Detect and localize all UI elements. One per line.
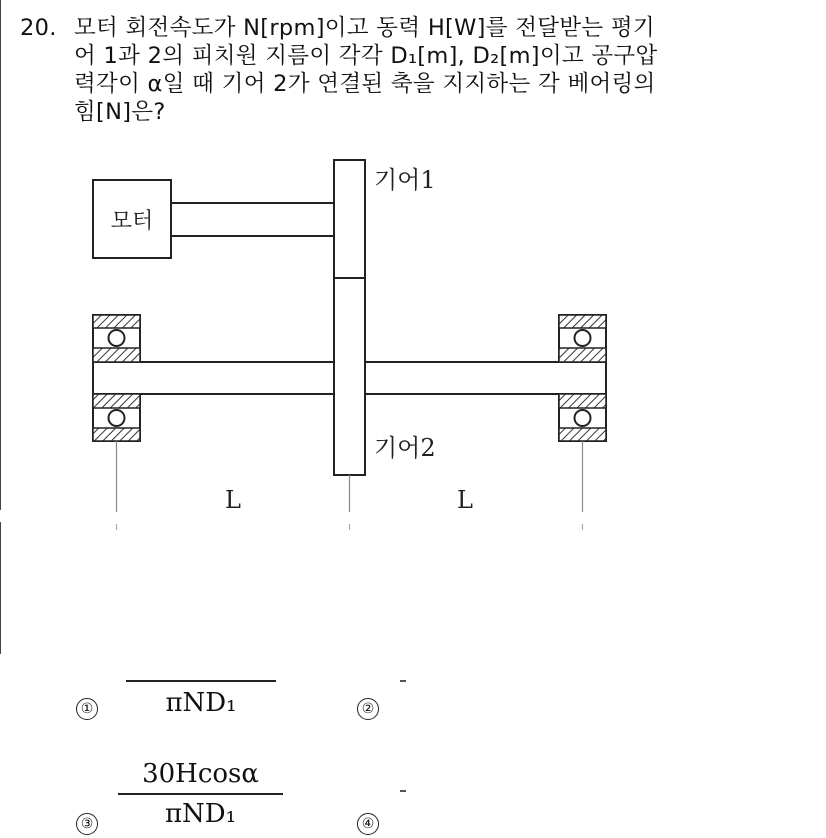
option-1-fraction-bar [126,680,276,682]
option-2-formula-cropped [400,680,410,710]
motor-shaft [171,203,334,236]
option-3-formula [118,759,283,829]
option-1-denominator: πND₁ [165,688,237,718]
option-3-marker: ③ [76,813,98,835]
question-line-3: 력각이 α일 때 기어 2가 연결된 축을 지지하는 각 베어링의 [74,71,656,97]
question-line-1: 모터 회전속도가 N[rpm]이고 동력 H[W]를 전달받는 평기 [74,15,655,41]
option-1-formula [126,680,276,718]
question-line-4: 힘[N]은? [74,99,166,125]
main-shaft-left [93,362,334,394]
option-1[interactable] [76,697,98,720]
gear-shaft-diagram [0,150,660,545]
option-2[interactable] [357,697,379,720]
gear-2 [334,278,365,475]
option-4-marker: ④ [357,813,379,835]
question-number: 20. [20,15,57,41]
gear-1 [334,160,365,278]
option-3-numerator: 30Hcosα [142,759,259,789]
question-line-2: 어 1과 2의 피치원 지름이 각각 D₁[m], D₂[m]이고 공구압 [74,43,658,69]
option-4[interactable] [357,812,379,835]
option-3[interactable] [76,812,98,835]
gear-2-label: 기어2 [374,434,436,462]
motor-label: 모터 [110,209,154,234]
option-4-formula-cropped [400,790,410,820]
gear-1-label: 기어1 [374,166,436,194]
option-3-denominator: πND₁ [164,799,237,829]
option-2-marker: ② [357,698,379,720]
span-right-label: L [457,486,473,514]
option-1-marker: ① [76,698,98,720]
span-left-label: L [225,486,241,514]
option-3-fraction-bar [118,793,283,795]
main-shaft-right [365,362,606,394]
